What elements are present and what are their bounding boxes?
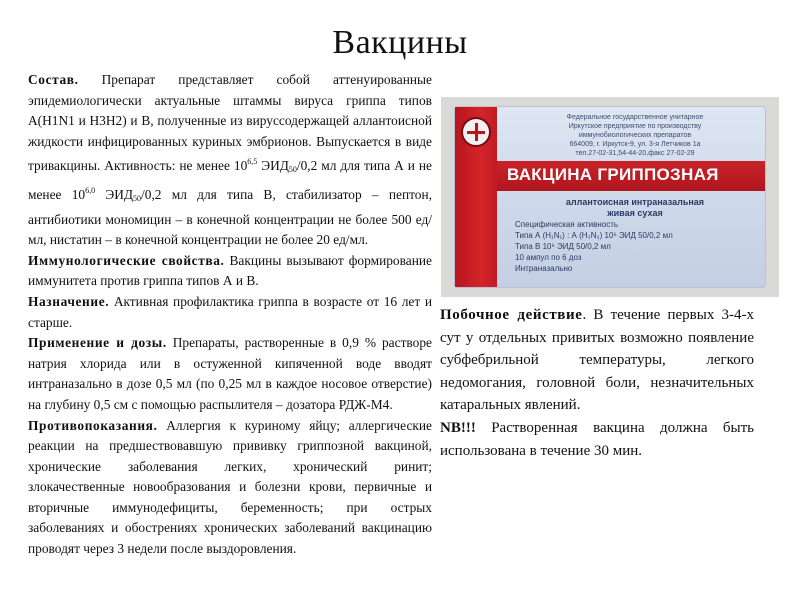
side-effects-text: . В течение первых 3-4-х сут у отдельных привитых возможно появление субфебрильной температуры, легкого недомогания, головной боли, незначительных катаральных явлений. — [440, 307, 754, 414]
box-header-line: Иркутское предприятие по производству — [568, 123, 702, 130]
box-product-details — [515, 197, 755, 274]
purpose-paragraph — [28, 292, 432, 333]
box-detail-line: Типа В 10⁶ ЭИД 50/0,2 мл — [515, 242, 611, 251]
purpose-label: Назначение. — [28, 293, 110, 309]
nb-text: Растворенная вакцина должна быть использована в течение 30 мин. — [440, 419, 754, 459]
composition-sub-2: 50 — [133, 193, 142, 203]
vaccine-description — [28, 70, 432, 560]
immunology-text: Вакцины вызывают формирование иммунитета против гриппа типов А и В. — [28, 252, 432, 289]
side-notes — [440, 304, 754, 462]
box-header-line: Федеральное государственное унитарное — [566, 114, 704, 121]
dosage-label: Применение и дозы. — [28, 335, 167, 351]
side-effects-label: Побочное действие — [440, 307, 583, 323]
composition-sup-2: 6,0 — [85, 185, 96, 195]
composition-sub-1: 50 — [288, 165, 297, 175]
contraindications-paragraph — [28, 416, 432, 560]
box-header-line: 664009, г. Иркутск-9, ул. 3-я Летчиков 1а — [569, 141, 701, 148]
box-detail-line: Интраназально — [515, 264, 573, 273]
contraindications-label: Противопоказания. — [28, 417, 158, 433]
box-detail-line: аллантоисная интраназальная — [565, 197, 705, 207]
composition-text-3: /0,2 мл для типа А и не менее 10 — [28, 158, 432, 202]
box-detail-line: Типа А (Н₁N₁) : А (Н₃N₂) 10⁶ ЭИД 50/0,2 мл — [515, 231, 673, 240]
purpose-text: Активная профилактика гриппа в возрасте от 16 лет и старше. — [28, 293, 432, 330]
box-header-line: тел.27-02-31,54-44-20,факс 27-02-29 — [575, 150, 695, 157]
composition-sup-1: 6,5 — [247, 157, 258, 167]
immunology-label: Иммунологические свойства. — [28, 252, 225, 268]
composition-text-5: /0,2 мл для типа В, стабилизатор – пептон, антибиотики мономицин – в конечной концентрации не более 500 ед/мл, нистатин – в конечной концентрации не более 20 ед/мл. — [28, 186, 432, 248]
composition-label: Состав. — [28, 72, 79, 87]
box-header-line: иммунобиологических препаратов — [578, 132, 692, 139]
composition-text-1: Препарат представляет собой аттенуированные эпидемиологически актуальные штаммы вируса гриппа типов А(Н1N1 и Н3Н2) и В, полученные из вируссодержащей аллантоисной жидкости инфицированных куриных эмбрионов. Выпускается в виде тривакцины. Активность: не менее 10 — [28, 72, 432, 174]
page-title: Вакцины — [332, 24, 468, 61]
dosage-paragraph — [28, 333, 432, 415]
vaccine-box-photo — [441, 97, 779, 297]
composition-text-4: ЭИД — [95, 186, 134, 202]
contraindications-text: Аллергия к куриному яйцу; аллергические реакции на предшествовавшую прививку гриппозной вакциной, хронические заболевания легких, хронический ринит; злокачественные новообразования и болезни крови, первичные и вторичные иммунодефициты, беременность; при острых заболеваниях и обострениях хронических заболеваний вакцинацию проводят через 3 недели после выздоровления. — [28, 417, 432, 557]
box-manufacturer-text — [525, 113, 745, 158]
box-detail-line: Специфическая активность — [515, 220, 619, 229]
nb-paragraph — [440, 417, 754, 462]
composition-text-2: ЭИД — [257, 158, 289, 174]
box-detail-line: живая сухая — [607, 208, 663, 218]
cross-logo-icon — [461, 117, 491, 147]
box-detail-line: 10 ампул по 6 доз — [515, 253, 582, 262]
immunology-paragraph — [28, 251, 432, 292]
dosage-text: Препараты, растворенные в 0,9 % растворе натрия хлорида или в остуженной кипяченной воде вводят интраназально в дозе 0,5 мл (по 0,25 мл в каждое носовое отверстие) на глубину 0,5 см с помощью распылителя – дозатора РДЖ-М4. — [28, 335, 432, 412]
side-effects-paragraph — [440, 304, 754, 417]
box-product-name: ВАКЦИНА ГРИППОЗНАЯ — [507, 165, 719, 184]
composition-paragraph — [28, 70, 432, 251]
vaccine-box — [455, 107, 765, 287]
nb-label: NB!!! — [440, 419, 476, 436]
